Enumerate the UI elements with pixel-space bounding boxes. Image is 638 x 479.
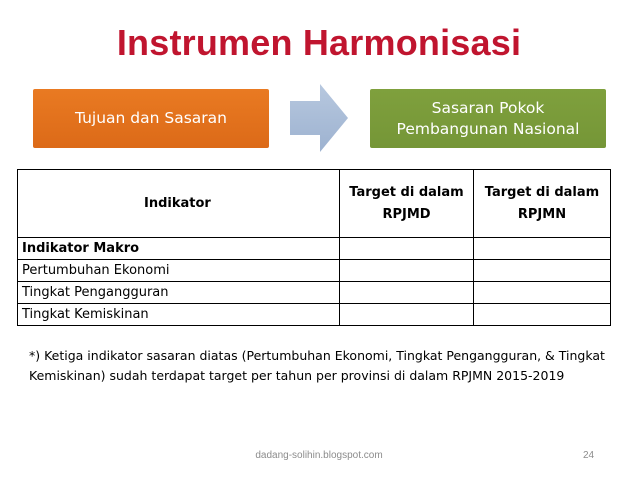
header-target-rpjmd: Target di dalam RPJMD <box>340 170 474 238</box>
table-cell: Tingkat Kemiskinan <box>18 304 340 326</box>
table-cell: Pertumbuhan Ekonomi <box>18 260 340 282</box>
table-cell <box>340 260 474 282</box>
table-cell <box>474 238 611 260</box>
table-cell <box>340 282 474 304</box>
flow-box-sasaran-pokok <box>370 89 606 148</box>
table-cell <box>474 304 611 326</box>
table-cell <box>340 304 474 326</box>
page-number: 24 <box>583 450 595 461</box>
table-cell <box>474 260 611 282</box>
table-row <box>18 304 611 326</box>
table-header-row <box>18 170 611 238</box>
group-label-indikator-makro: Indikator Makro <box>18 238 340 260</box>
flow-box-sasaran-pokok-label: Sasaran Pokok Pembangunan Nasional <box>396 98 580 138</box>
indicator-table <box>17 169 611 326</box>
flow-box-tujuan-label: Tujuan dan Sasaran <box>74 109 227 127</box>
table-row <box>18 282 611 304</box>
header-target-rpjmn: Target di dalam RPJMN <box>474 170 611 238</box>
table-cell: Tingkat Pengangguran <box>18 282 340 304</box>
footer-url: dadang-solihin.blogspot.com <box>255 450 383 461</box>
slide-title: Instrumen Harmonisasi <box>116 22 522 63</box>
flow-box-tujuan <box>33 89 269 148</box>
table-cell <box>474 282 611 304</box>
header-indikator: Indikator <box>18 170 340 238</box>
footnote: *) Ketiga indikator sasaran diatas (Pertumbuhan Ekonomi, Tingkat Pengangguran, & Tingkat Kemiskinan) sudah terdapat target per tahun per provinsi di dalam RPJMN 2015-2019 <box>29 348 605 383</box>
table-cell <box>340 238 474 260</box>
right-arrow-icon <box>290 84 348 152</box>
table-row <box>18 260 611 282</box>
table-row-group <box>18 238 611 260</box>
